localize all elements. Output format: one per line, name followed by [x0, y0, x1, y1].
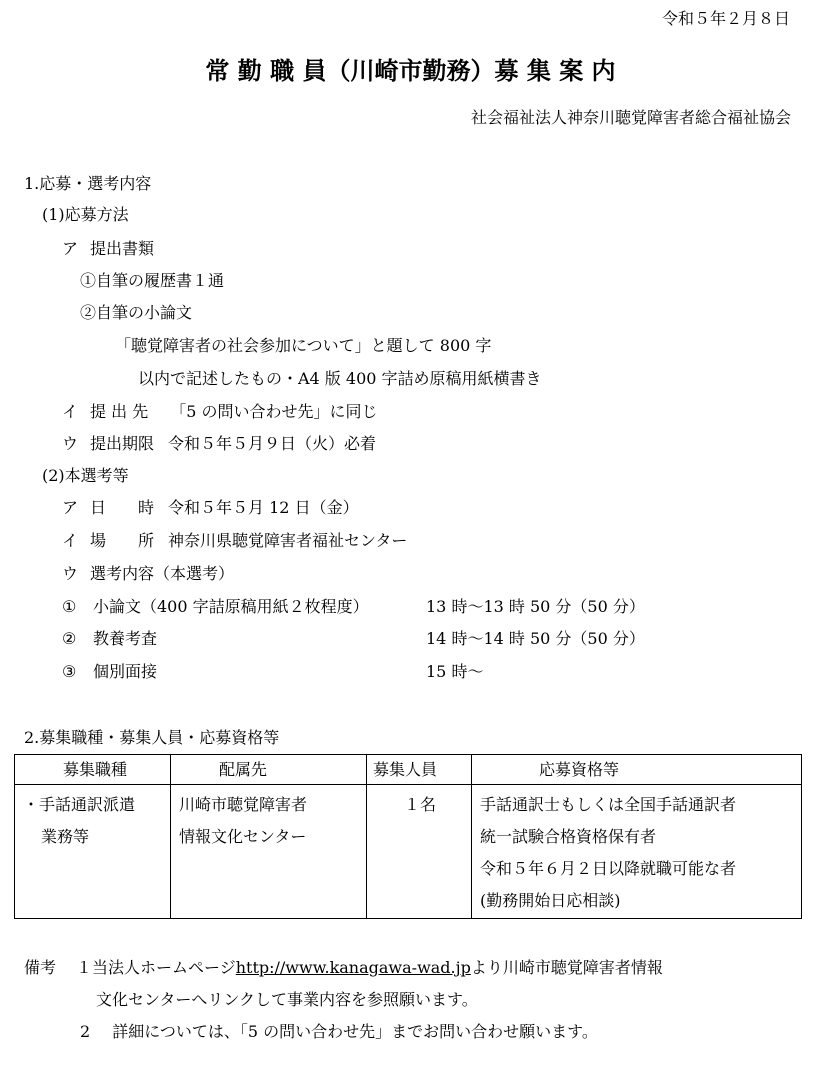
exam-time: 13 時～13 時 50 分（50 分）	[426, 597, 645, 616]
organization-name: 社会福祉法人神奈川聴覚障害者総合福祉協会	[470, 108, 791, 127]
submission-destination-row	[62, 402, 377, 422]
sub2-heading: (2)本選考等	[42, 466, 129, 485]
exam-time: 15 時～	[426, 662, 484, 681]
item-value: 「5 の問い合わせ先」に同じ	[170, 402, 378, 421]
exam-name: 教養考査	[93, 629, 158, 648]
table-header-row	[15, 755, 802, 785]
exam-number: ①	[62, 597, 77, 616]
table-row	[15, 785, 802, 919]
homepage-link[interactable]: http://www.kanagawa-wad.jp	[235, 958, 471, 977]
job-line: 業務等	[41, 827, 90, 846]
exam-datetime-row	[62, 498, 359, 518]
exam-time: 14 時～14 時 50 分（50 分）	[426, 629, 645, 648]
item-label: ウ	[62, 564, 79, 583]
item-label: ア	[62, 498, 79, 517]
job-line: ・手話通訳派遣	[23, 795, 136, 814]
submission-docs-row	[62, 239, 154, 259]
essay-description-line2: 以内で記述したもの・A4 版 400 字詰め原稿用紙横書き	[138, 369, 542, 388]
column-header-qualification: 応募資格等	[472, 755, 802, 785]
exam-name: 個別面接	[93, 662, 158, 681]
qualification-cell	[472, 785, 802, 919]
note-2	[80, 1022, 598, 1042]
exam-content-row	[62, 564, 234, 584]
recruitment-table	[14, 754, 802, 919]
section2-heading: 2.募集職種・募集人員・応募資格等	[24, 728, 280, 747]
exam-number: ②	[62, 629, 77, 648]
item-label: ア	[62, 239, 79, 258]
section1-heading: 1.応募・選考内容	[24, 174, 152, 193]
note-1	[24, 958, 663, 978]
exam-name: 小論文（400 字詰原稿用紙２枚程度）	[93, 597, 369, 616]
exam-row	[62, 597, 645, 617]
submission-deadline-row	[62, 434, 376, 454]
place-line: 情報文化センター	[179, 827, 307, 846]
qualification-line: 統一試験合格資格保有者	[480, 827, 657, 846]
item-label: イ	[62, 531, 79, 550]
qualification-line: 手話通訳士もしくは全国手話通訳者	[480, 795, 737, 814]
note-text: より川崎市聴覚障害者情報	[470, 958, 663, 977]
notes-label: 備考	[24, 958, 57, 977]
note-1-line2: 文化センターへリンクして事業内容を参照願います。	[96, 990, 478, 1009]
item-title: 提 出 先	[90, 402, 149, 421]
item-value: 令和５年５月９日（火）必着	[168, 434, 377, 453]
note-text: 当法人ホームページ	[92, 958, 236, 977]
column-header-job: 募集職種	[15, 755, 171, 785]
item-label: イ	[62, 402, 79, 421]
page-title: 常 勤 職 員（川崎市勤務）募 集 案 内	[205, 56, 616, 85]
count-cell	[367, 785, 472, 919]
document-date: 令和５年２月８日	[661, 9, 790, 28]
note-number: １	[76, 958, 93, 977]
item-value: 令和５年５月 12 日（金）	[168, 498, 359, 517]
item-title: 提出期限	[90, 434, 155, 453]
exam-number: ③	[62, 662, 77, 681]
exam-row	[62, 629, 645, 649]
place-line: 川崎市聴覚障害者	[179, 795, 308, 814]
sub1-heading: (1)応募方法	[42, 205, 129, 224]
column-header-place: 配属先	[171, 755, 367, 785]
item-title: 日 時	[90, 498, 155, 517]
column-header-count: 募集人員	[367, 755, 472, 785]
exam-row	[62, 662, 484, 682]
item-label: ウ	[62, 434, 79, 453]
item-value: 神奈川県聴覚障害者福祉センター	[168, 531, 408, 550]
note-number: 2	[80, 1022, 91, 1041]
job-cell	[15, 785, 171, 919]
item-title: 選考内容（本選考）	[90, 564, 235, 583]
exam-place-row	[62, 531, 407, 551]
place-cell	[171, 785, 367, 919]
recruit-count: １名	[403, 795, 436, 814]
doc-item-essay: ②自筆の小論文	[80, 303, 193, 322]
item-title: 場 所	[90, 531, 155, 550]
note-text: 詳細については、「5 の問い合わせ先」までお問い合わせ願います。	[112, 1022, 598, 1041]
qualification-line: 令和５年６月２日以降就職可能な者	[480, 859, 737, 878]
qualification-line: (勤務開始日応相談)	[480, 891, 621, 910]
essay-description-line1: 「聴覚障害者の社会参加について」と題して 800 字	[115, 336, 492, 355]
doc-item-resume: ①自筆の履歴書１通	[80, 271, 225, 290]
item-title: 提出書類	[90, 239, 155, 258]
